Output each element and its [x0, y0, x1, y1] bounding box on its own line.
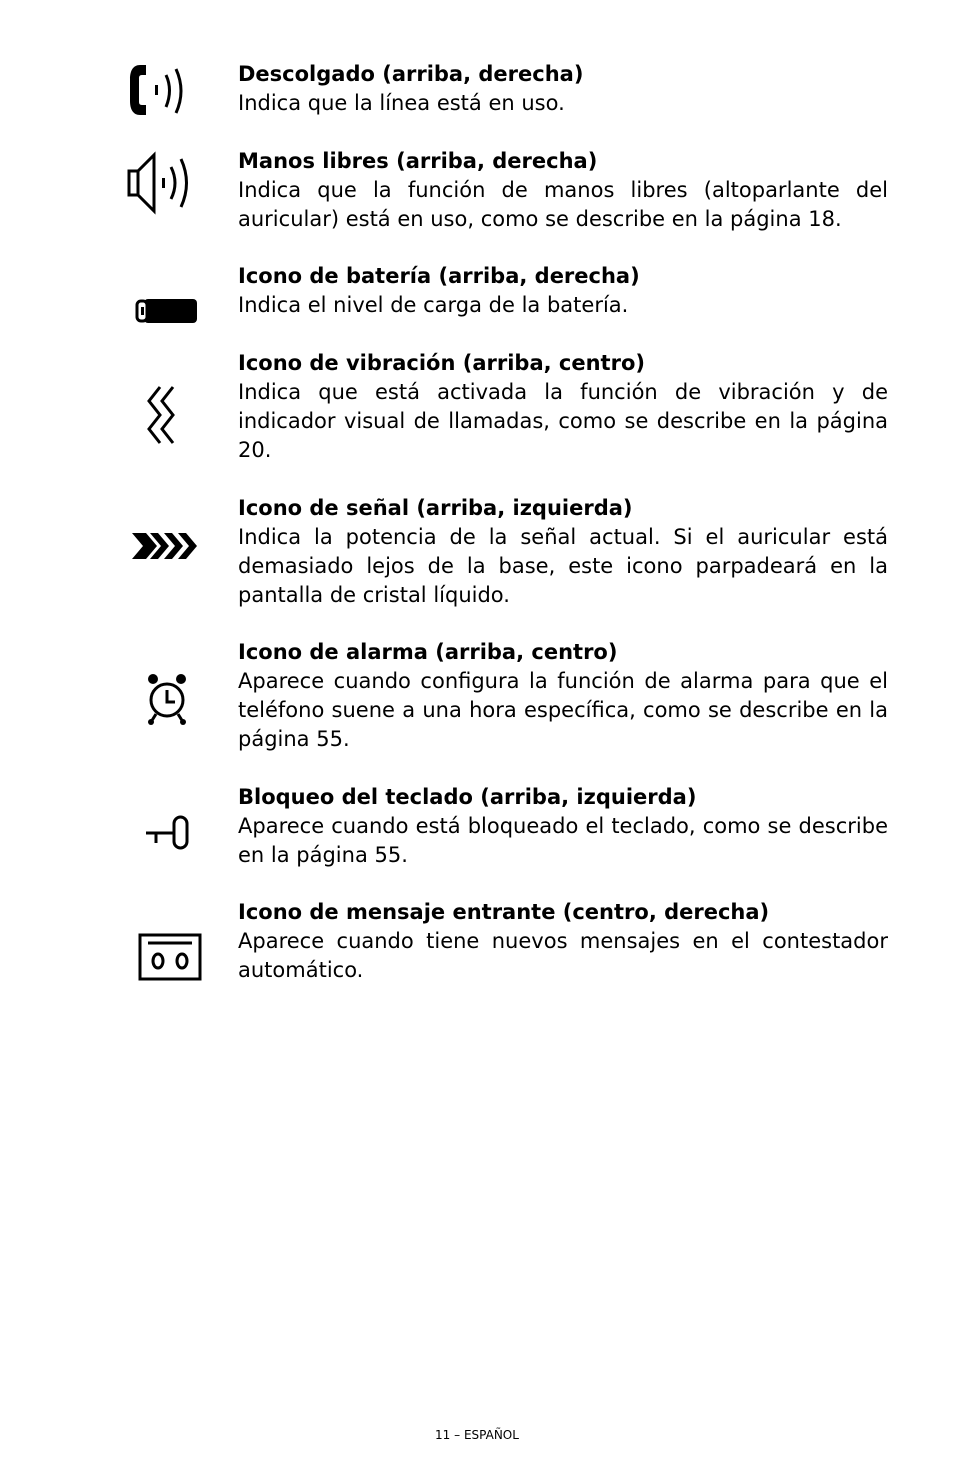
key-lock-icon: [144, 814, 192, 852]
entry-description: Indica el nivel de carga de la batería.: [238, 293, 629, 317]
entry-title: Icono de batería (arriba, derecha): [238, 264, 640, 288]
entry-description: Indica que la línea está en uso.: [238, 91, 565, 115]
signal-icon: [130, 530, 198, 562]
entry-title: Icono de vibración (arriba, centro): [238, 351, 645, 375]
entry-title: Icono de mensaje entrante (centro, derecha): [238, 900, 770, 924]
entry-title: Manos libres (arriba, derecha): [238, 149, 598, 173]
entry-title: Bloqueo del teclado (arriba, izquierda): [238, 785, 697, 809]
entry-title: Icono de alarma (arriba, centro): [238, 640, 618, 664]
entry-title: Descolgado (arriba, derecha): [238, 62, 584, 86]
entry-description: Aparece cuando tiene nuevos mensajes en el contestador automático.: [238, 929, 888, 982]
entry-title: Icono de señal (arriba, izquierda): [238, 496, 633, 520]
alarm-clock-icon: [145, 672, 189, 726]
entry-description: Indica que la función de manos libres (altoparlante del auricular) está en uso, como se describe en la página 18.: [238, 178, 888, 231]
phone-off-hook-icon: [128, 63, 190, 119]
page-footer: 11 – ESPAÑOL: [435, 1428, 519, 1442]
entry-description: Indica la potencia de la señal actual. Si el auricular está demasiado lejos de la base, este icono parpadeará en la pantalla de cristal líquido.: [238, 525, 888, 607]
speaker-icon: [126, 151, 192, 215]
vibration-icon: [144, 384, 178, 446]
entry-description: Aparece cuando configura la función de alarma para que el teléfono suene a una hora específica, como se describe en la página 55.: [238, 669, 888, 751]
tape-message-icon: [138, 932, 202, 982]
entry-description: Indica que está activada la función de vibración y de indicador visual de llamadas, como se describe en la página 20.: [238, 380, 888, 462]
battery-icon: [134, 295, 200, 327]
entry-description: Aparece cuando está bloqueado el teclado, como se describe en la página 55.: [238, 814, 888, 867]
